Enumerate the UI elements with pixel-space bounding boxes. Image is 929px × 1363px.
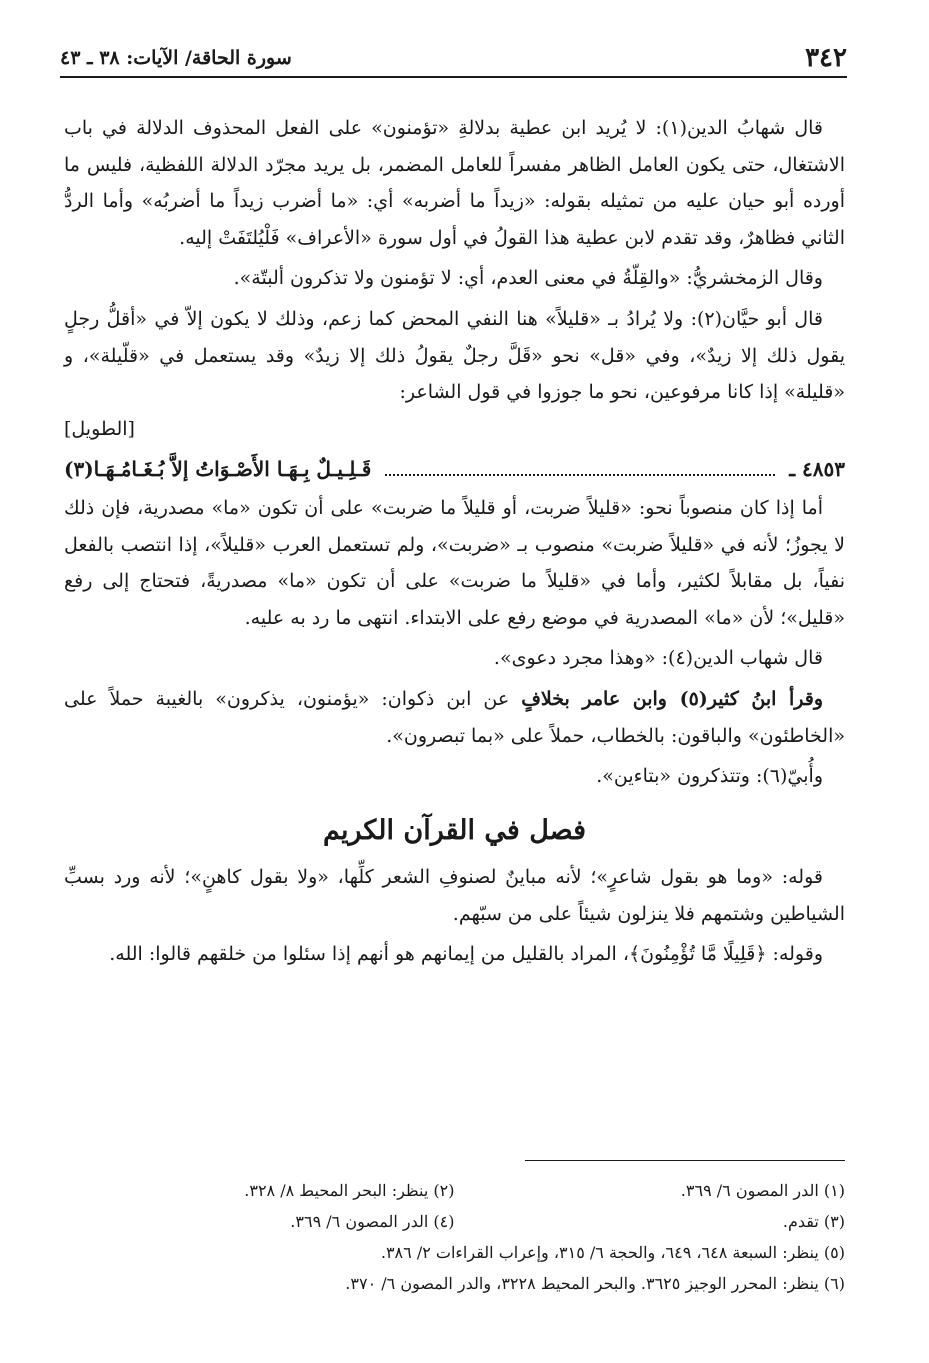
- surah-title: سورة الحاقة/ الآيات: ٣٨ ـ ٤٣: [60, 47, 292, 69]
- paragraph-zamakhshari: وقال الزمخشريُّ: «والقِلّةُ في معنى العدم، أي: لا تؤمنون ولا تذكرون ألبتّة».: [233, 267, 823, 290]
- page-number: ٣٤٢: [805, 43, 847, 73]
- footnote-5: (٥) ينظر: السبعة ٦٤٨، ٦٤٩، والحجة ٦/ ٣١٥، وإعراب القراءات ٢/ ٣٨٦.: [380, 1243, 845, 1262]
- paragraph-shihab-2: قال شهاب الدين(٤): «وهذا مجرد دعوى».: [493, 647, 823, 670]
- verse-number: ٤٨٥٣ ـ: [789, 457, 845, 482]
- footnote-2: (٢) ينظر: البحر المحيط ٨/ ٣٢٨.: [244, 1181, 455, 1200]
- footnote-row: [64, 1175, 845, 1206]
- paragraph-mansub: أما إذا كان منصوباً نحو: «قليلاً ضربت، أو قليلاً ما ضربت» على أن تكون «ما» مصدرية، فإن ذلك لا يجوزُ؛ لأنه في «قليلاً ضربت» منصوب بـ «ضربت»، ولم تستعمل العرب «قليلاً»، إذا انتصب بالفعل نفياً، بل مقابلاً لكثير، وأما في «قليلاً ما ضربت» على أن تكون «ما» مصدريةً، فتحتاج إلى رفع «قليل»؛ لأن «ما» المصدرية في موضع رفع على الابتداء. انتهى ما رد به عليه.: [64, 496, 845, 629]
- paragraph-shihab-1: قال شهابُ الدين(١): لا يُريد ابن عطية بدلالةِ «تؤمنون» على الفعل المحذوف الدلالة في باب الاشتغال، حتى يكون العامل الظاهر مفسراً للعامل المضمر، بل يريد مجرّد الدلالة اللفظية، فليس ما أورده أبو حيان عليه من تمثيله بقوله: «زيداً ما أضربه» أي: «ما أضرب زيداً ما أضربُه» وأما الردُّ الثاني فظاهرٌ، وقد تقدم لابن عطية هذا القولُ في أول سورة «الأعراف» فَلْيُلتَفَتْ إليه.: [64, 117, 845, 249]
- paragraph-qiraat: [64, 681, 845, 754]
- poetry-verse: [64, 451, 845, 488]
- meter-tag: [الطويل]: [64, 417, 135, 440]
- footnote-4: (٤) الدر المصون ٦/ ٣٦٩.: [290, 1212, 455, 1231]
- footnotes: [64, 1160, 845, 1299]
- paragraph-qalilan: وقوله: ﴿قَلِيلًا مَّا تُؤْمِنُونَ﴾، المراد بالقليل من إيمانهم هو أنهم إذا سئلوا من خلقهم قالوا: الله.: [109, 943, 823, 966]
- page-header: [60, 40, 847, 78]
- footnote-row: [64, 1268, 845, 1299]
- footnote-row: [64, 1206, 845, 1237]
- qiraat-text: عن ابن ذكوان: «يؤمنون، يذكرون» بالغيبة حملاً على «الخاطئون» والباقون: بالخطاب، حملاً على «بما تبصرون».: [64, 687, 845, 747]
- footnote-3: (٣) تقدم.: [782, 1212, 845, 1231]
- paragraph-shaer: قوله: «وما هو بقول شاعرٍ»؛ لأنه مباينٌ لصنوفِ الشعر كلِّها، «ولا بقول كاهنٍ»؛ لأنه ورد بسبِّ الشياطين وشتمهم فلا ينزلون شيئاً على من سبّهم.: [64, 866, 845, 925]
- paragraph-ubayy: وأُبيّ(٦): وتتذكرون «بتاءين».: [596, 765, 823, 788]
- footnote-1: (١) الدر المصون ٦/ ٣٦٩.: [680, 1181, 845, 1200]
- section-title: فصل في القرآن الكريم: [322, 814, 586, 846]
- abu-hayyan-text: قال أبو حيَّان(٢): ولا يُرادُ بـ «قليلاً» هنا النفي المحض كما زعم، وذلك لا يكون إلاّ في «أقلُّ رجلٍ يقول ذلك إلا زيدٌ»، وفي «قل» نحو «قَلَّ رجلٌ يقولُ ذلك إلا زيدٌ» وقد يستعمل في «قلّيلة»، و «قليلة» إذا كانا مرفوعين، نحو ما جوزوا في قول الشاعر:: [64, 307, 845, 404]
- main-text: [64, 110, 845, 977]
- qiraat-readers: وقرأ ابنُ كثير(٥) وابن عامر بخلافٍ: [521, 687, 823, 710]
- footnote-row: [64, 1237, 845, 1268]
- footnote-rule: [525, 1160, 845, 1161]
- verse-text: قَـلِـيـلٌ بِـهَـا الأَصْـوَاتُ إلاَّ بُـغَـامُـهَـا(٣): [64, 457, 372, 482]
- footnote-6: (٦) ينظر: المحرر الوجيز ٣٦٢٥. والبحر المحيط ٣٢٢٨، والدر المصون ٦/ ٣٧٠.: [345, 1274, 845, 1293]
- verse-dots: [385, 462, 775, 476]
- paragraph-abu-hayyan: [64, 301, 845, 447]
